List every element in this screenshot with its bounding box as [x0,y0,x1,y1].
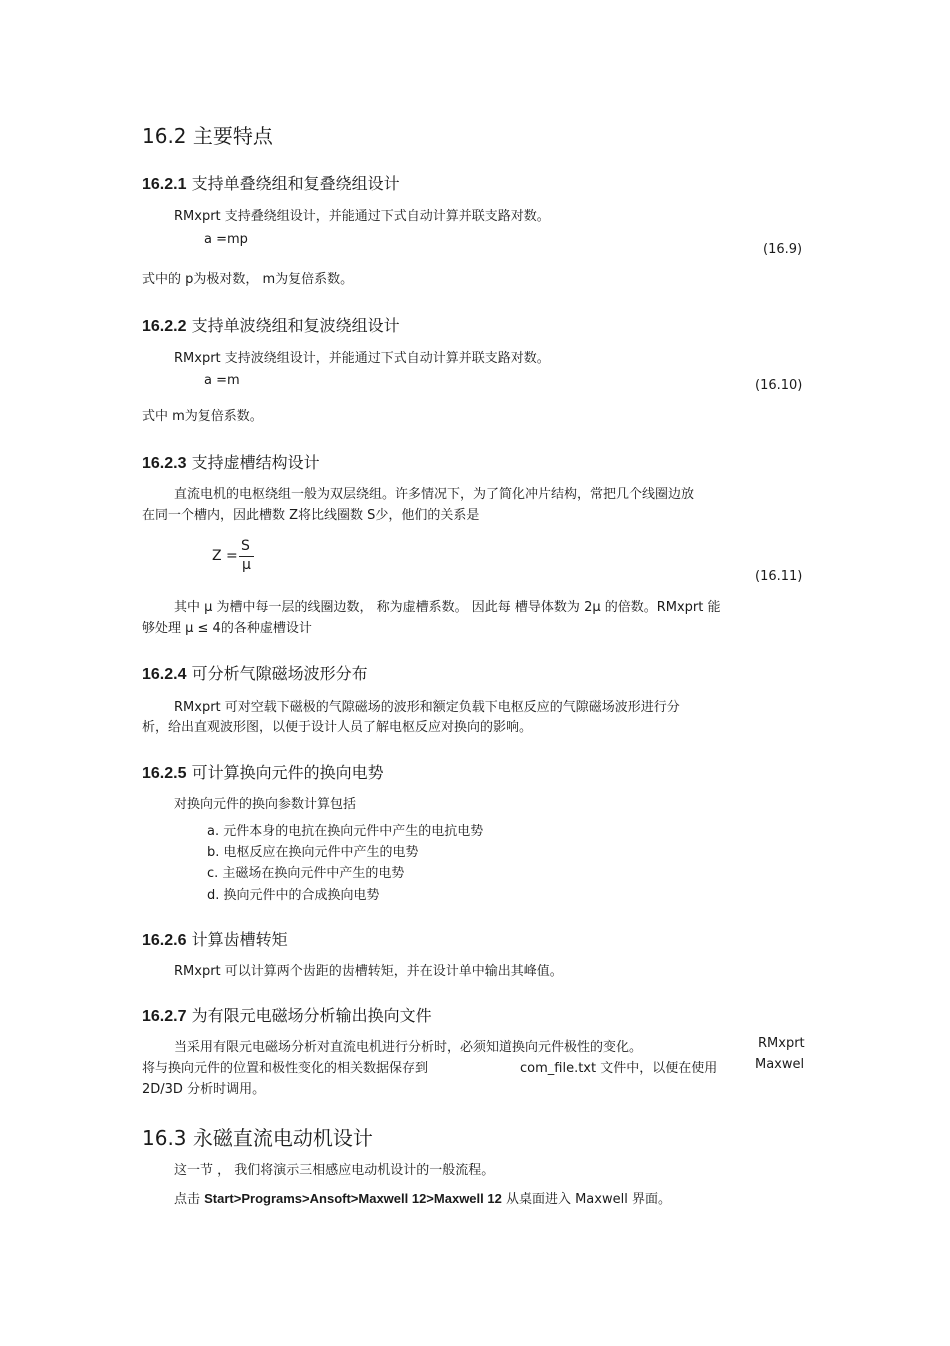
list-item: b. 电枢反应在换向元件中产生的电势 [207,845,419,860]
equation: a =mp [204,232,248,247]
fraction-numerator: S [241,538,250,554]
heading-number: 16.2.1 [142,176,187,193]
heading-text: 可计算换向元件的换向电势 [186,763,384,782]
paragraph: 这一节 ， 我们将演示三相感应电动机设计的一般流程。 [174,1163,495,1178]
paragraph-line: 直流电机的电枢绕组一般为双层绕组。许多情况下，为了简化冲片结构，常把几个线圈边放 [174,487,695,502]
heading-16-2-1 [142,171,400,194]
text-pre: 点击 [174,1192,205,1207]
paragraph-line-file: com_file.txt 文件中，以便在使用 [520,1061,718,1076]
heading-number: 16.2.3 [142,455,187,472]
paragraph-line: RMxprt 可对空载下磁极的气隙磁场的波形和额定负载下电枢反应的气隙磁场波形进行分 [174,700,680,715]
paragraph: RMxprt 支持波绕组设计，并能通过下式自动计算并联支路对数。 [174,351,550,366]
paragraph-line: 2D/3D 分析时调用。 [142,1082,266,1097]
heading-text: 支持虚槽结构设计 [186,453,320,472]
heading-16-2-2 [142,313,400,336]
paragraph-line: 够处理 μ ≤ 4的各种虚槽设计 [142,621,312,636]
fraction-denominator: μ [242,557,251,573]
heading-number: 16.2.2 [142,318,187,335]
equation-lhs: Z = [212,548,238,564]
paragraph: RMxprt 支持叠绕组设计，并能通过下式自动计算并联支路对数。 [174,209,550,224]
paragraph-line: 在同一个槽内，因此槽数 Z将比线圈数 S少，他们的关系是 [142,508,480,523]
paragraph-line: 析，给出直观波形图，以便于设计人员了解电枢反应对换向的影响。 [142,720,533,735]
heading-text: 为有限元电磁场分析输出换向文件 [186,1006,432,1025]
list-item: d. 换向元件中的合成换向电势 [207,888,380,903]
text-post: 从桌面进入 Maxwell 界面。 [501,1192,671,1207]
paragraph-line: 当采用有限元电磁场分析对直流电机进行分析时，必须知道换向元件极性的变化。 [174,1040,643,1055]
paragraph: 式中的 p为极对数， m为复倍系数。 [142,272,354,287]
heading-16-2-5 [142,760,384,783]
heading-number: 16.2.5 [142,765,187,782]
equation-number: (16.10) [755,378,803,393]
heading-text: 支持单波绕组和复波绕组设计 [186,316,400,335]
heading-16-2-4 [142,661,368,684]
equation: a =m [204,373,240,388]
heading-number: 16.2.6 [142,932,187,949]
heading-16-2-7 [142,1003,432,1026]
heading-text: 计算齿槽转矩 [186,930,288,949]
paragraph-line: 将与换向元件的位置和极性变化的相关数据保存到 [142,1061,429,1076]
menu-path: Start>Programs>Ansoft>Maxwell 12>Maxwell 12 [204,1191,502,1206]
paragraph-line-end: RMxprt [758,1036,805,1051]
heading-16-2-3 [142,450,320,473]
equation-number: (16.9) [763,242,803,257]
list-item: c. 主磁场在换向元件中产生的电势 [207,866,405,881]
paragraph: RMxprt 可以计算两个齿距的齿槽转矩，并在设计单中输出其峰值。 [174,964,563,979]
paragraph: 式中 m为复倍系数。 [142,409,263,424]
section-title-16-2: 16.2 主要特点 [142,124,273,148]
heading-number: 16.2.7 [142,1008,187,1025]
heading-number: 16.2.4 [142,666,187,683]
section-title-16-3: 16.3 永磁直流电动机设计 [142,1126,373,1150]
heading-16-2-6 [142,927,288,950]
paragraph-line-end: Maxwel [755,1057,805,1072]
paragraph [174,1188,671,1207]
equation-number: (16.11) [755,569,803,584]
paragraph: 对换向元件的换向参数计算包括 [174,797,357,812]
list-item: a. 元件本身的电抗在换向元件中产生的电抗电势 [207,824,484,839]
heading-text: 可分析气隙磁场波形分布 [186,664,368,683]
paragraph-line: 其中 μ 为槽中每一层的线圈边数， 称为虚槽系数。 因此每 槽导体数为 2μ 的倍数。RMxprt 能 [174,600,721,615]
heading-text: 支持单叠绕组和复叠绕组设计 [186,174,400,193]
